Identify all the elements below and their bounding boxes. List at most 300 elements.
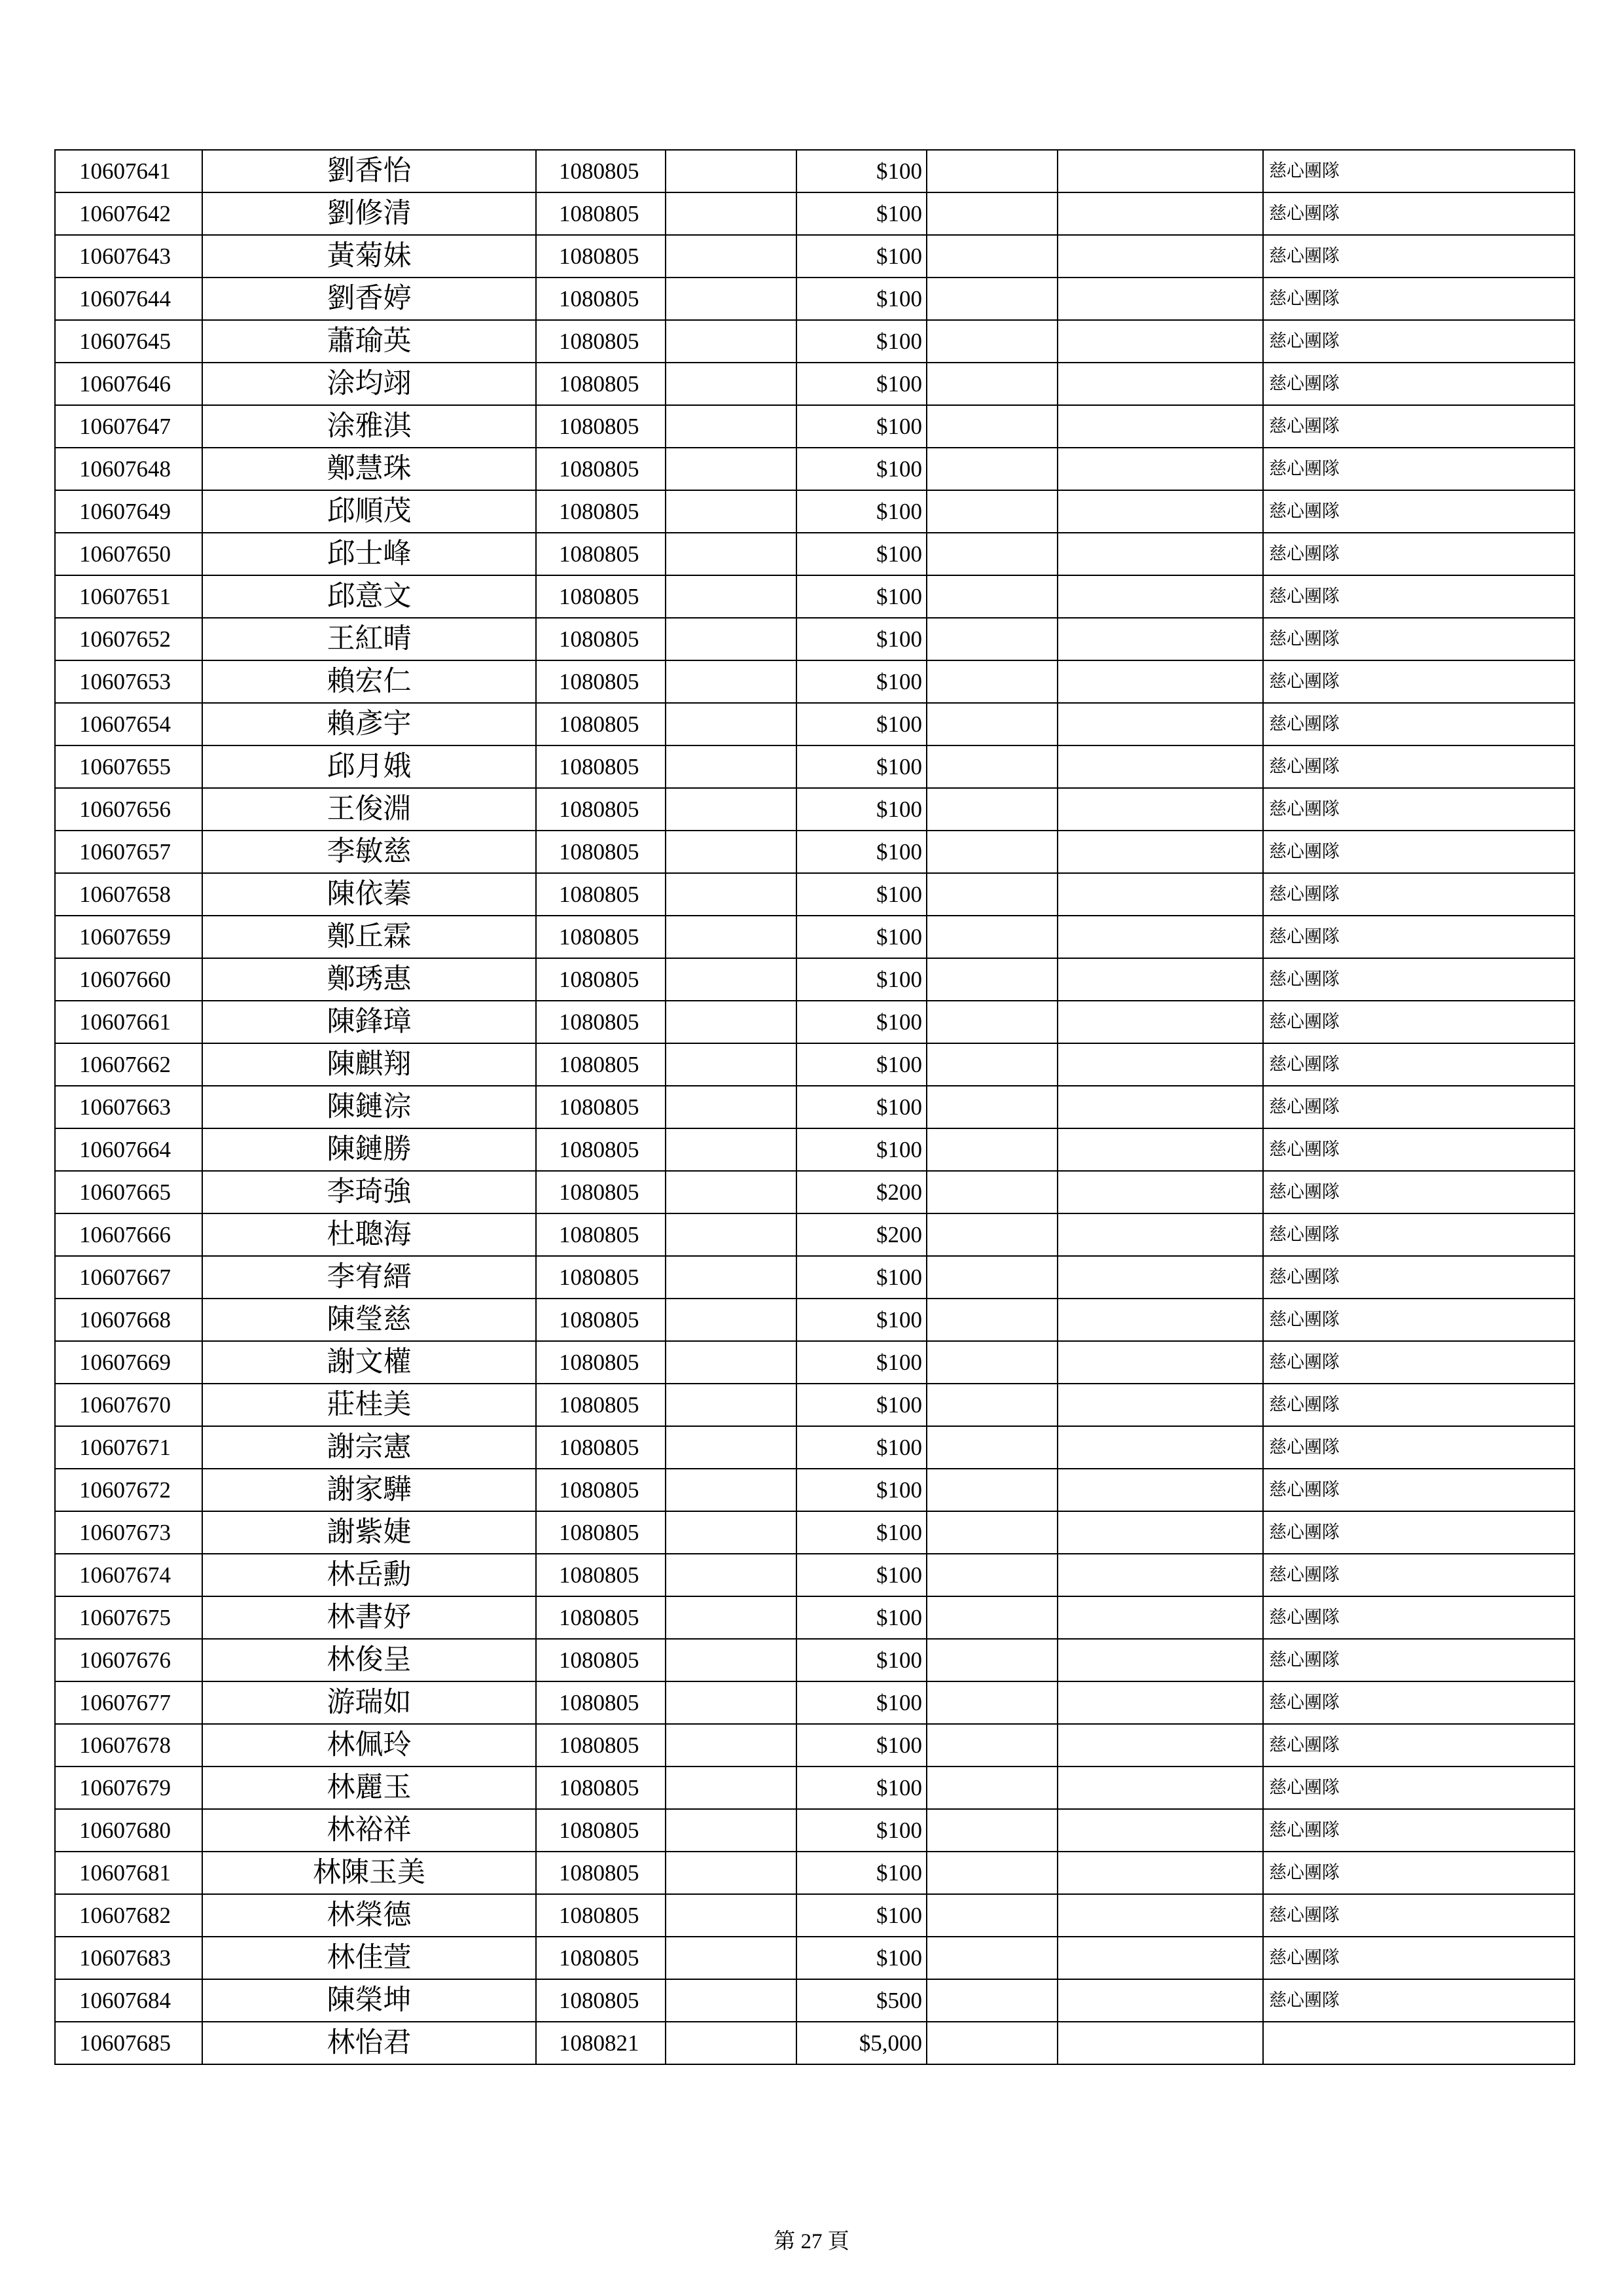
donor-name-cell: 邱意文	[202, 575, 536, 618]
blank-cell	[666, 1724, 796, 1767]
blank-cell	[666, 363, 796, 405]
amount-cell: $100	[796, 788, 927, 831]
blank-cell	[927, 1086, 1058, 1128]
donation-date-cell: 1080805	[536, 703, 666, 745]
note-cell: 慈心團隊	[1263, 278, 1575, 320]
receipt-number-cell: 10607645	[55, 320, 202, 363]
amount-cell: $100	[796, 873, 927, 916]
receipt-number-cell: 10607641	[55, 150, 202, 192]
blank-cell	[1058, 788, 1263, 831]
blank-cell	[927, 745, 1058, 788]
amount-cell: $100	[796, 1511, 927, 1554]
donation-date-cell: 1080805	[536, 575, 666, 618]
donation-date-cell: 1080805	[536, 320, 666, 363]
blank-cell	[1058, 1809, 1263, 1852]
blank-cell	[1058, 1001, 1263, 1043]
amount-cell: $100	[796, 1256, 927, 1299]
blank-cell	[666, 575, 796, 618]
amount-cell: $100	[796, 916, 927, 958]
receipt-number-cell: 10607657	[55, 831, 202, 873]
table-row	[55, 1469, 1575, 1511]
receipt-number-cell: 10607680	[55, 1809, 202, 1852]
blank-cell	[666, 1128, 796, 1171]
amount-cell: $100	[796, 1554, 927, 1596]
blank-cell	[666, 2022, 796, 2064]
amount-cell: $100	[796, 1384, 927, 1426]
note-cell: 慈心團隊	[1263, 575, 1575, 618]
amount-cell: $100	[796, 1596, 927, 1639]
amount-cell: $100	[796, 490, 927, 533]
table-row	[55, 1596, 1575, 1639]
blank-cell	[927, 1639, 1058, 1681]
donor-name-cell: 林麗玉	[202, 1767, 536, 1809]
blank-cell	[666, 1171, 796, 1213]
amount-cell: $100	[796, 1724, 927, 1767]
blank-cell	[927, 1426, 1058, 1469]
donation-date-cell: 1080805	[536, 1681, 666, 1724]
donor-name-cell: 謝紫婕	[202, 1511, 536, 1554]
donor-name-cell: 賴宏仁	[202, 660, 536, 703]
table-row	[55, 831, 1575, 873]
donation-date-cell: 1080805	[536, 1426, 666, 1469]
receipt-number-cell: 10607655	[55, 745, 202, 788]
blank-cell	[1058, 1128, 1263, 1171]
blank-cell	[1058, 192, 1263, 235]
blank-cell	[1058, 873, 1263, 916]
note-cell: 慈心團隊	[1263, 1043, 1575, 1086]
blank-cell	[1058, 1767, 1263, 1809]
blank-cell	[1058, 1596, 1263, 1639]
blank-cell	[666, 916, 796, 958]
note-cell: 慈心團隊	[1263, 1681, 1575, 1724]
blank-cell	[666, 1511, 796, 1554]
blank-cell	[927, 1256, 1058, 1299]
blank-cell	[1058, 916, 1263, 958]
receipt-number-cell: 10607672	[55, 1469, 202, 1511]
blank-cell	[927, 448, 1058, 490]
blank-cell	[1058, 320, 1263, 363]
blank-cell	[666, 533, 796, 575]
amount-cell: $100	[796, 192, 927, 235]
blank-cell	[1058, 703, 1263, 745]
blank-cell	[666, 1341, 796, 1384]
note-cell: 慈心團隊	[1263, 1384, 1575, 1426]
table-row	[55, 1554, 1575, 1596]
note-cell: 慈心團隊	[1263, 873, 1575, 916]
receipt-number-cell: 10607678	[55, 1724, 202, 1767]
donation-date-cell: 1080805	[536, 1894, 666, 1937]
amount-cell: $100	[796, 1852, 927, 1894]
donor-name-cell: 蕭瑜英	[202, 320, 536, 363]
blank-cell	[1058, 831, 1263, 873]
receipt-number-cell: 10607667	[55, 1256, 202, 1299]
receipt-number-cell: 10607671	[55, 1426, 202, 1469]
donor-name-cell: 陳瑩慈	[202, 1299, 536, 1341]
donor-name-cell: 劉香婷	[202, 278, 536, 320]
donation-date-cell: 1080805	[536, 1171, 666, 1213]
table-row	[55, 916, 1575, 958]
blank-cell	[927, 1384, 1058, 1426]
blank-cell	[927, 958, 1058, 1001]
blank-cell	[666, 1937, 796, 1979]
note-cell: 慈心團隊	[1263, 703, 1575, 745]
receipt-number-cell: 10607685	[55, 2022, 202, 2064]
blank-cell	[927, 320, 1058, 363]
note-cell: 慈心團隊	[1263, 1852, 1575, 1894]
blank-cell	[666, 703, 796, 745]
blank-cell	[666, 405, 796, 448]
blank-cell	[927, 278, 1058, 320]
blank-cell	[666, 1554, 796, 1596]
amount-cell: $100	[796, 1001, 927, 1043]
receipt-number-cell: 10607649	[55, 490, 202, 533]
donation-date-cell: 1080805	[536, 1384, 666, 1426]
donor-name-cell: 謝文權	[202, 1341, 536, 1384]
blank-cell	[927, 235, 1058, 278]
blank-cell	[666, 1767, 796, 1809]
donation-date-cell: 1080805	[536, 1554, 666, 1596]
donor-name-cell: 邱順茂	[202, 490, 536, 533]
blank-cell	[1058, 2022, 1263, 2064]
receipt-number-cell: 10607648	[55, 448, 202, 490]
blank-cell	[1058, 448, 1263, 490]
blank-cell	[927, 1128, 1058, 1171]
blank-cell	[927, 1681, 1058, 1724]
blank-cell	[666, 1596, 796, 1639]
blank-cell	[927, 916, 1058, 958]
note-cell: 慈心團隊	[1263, 150, 1575, 192]
blank-cell	[1058, 235, 1263, 278]
donor-name-cell: 邱士峰	[202, 533, 536, 575]
blank-cell	[666, 235, 796, 278]
donation-date-cell: 1080805	[536, 958, 666, 1001]
note-cell: 慈心團隊	[1263, 1341, 1575, 1384]
table-row	[55, 1086, 1575, 1128]
amount-cell: $100	[796, 575, 927, 618]
blank-cell	[1058, 490, 1263, 533]
blank-cell	[666, 490, 796, 533]
blank-cell	[927, 703, 1058, 745]
table-row	[55, 1681, 1575, 1724]
donation-date-cell: 1080805	[536, 788, 666, 831]
donor-name-cell: 林怡君	[202, 2022, 536, 2064]
blank-cell	[666, 873, 796, 916]
table-row	[55, 150, 1575, 192]
blank-cell	[927, 1809, 1058, 1852]
receipt-number-cell: 10607668	[55, 1299, 202, 1341]
donor-name-cell: 林榮德	[202, 1894, 536, 1937]
donation-date-cell: 1080805	[536, 1809, 666, 1852]
table-row	[55, 1213, 1575, 1256]
donor-name-cell: 陳鏈勝	[202, 1128, 536, 1171]
donation-date-cell: 1080805	[536, 1299, 666, 1341]
blank-cell	[1058, 1384, 1263, 1426]
receipt-number-cell: 10607681	[55, 1852, 202, 1894]
note-cell: 慈心團隊	[1263, 1086, 1575, 1128]
donation-date-cell: 1080805	[536, 1767, 666, 1809]
donor-name-cell: 陳鏈淙	[202, 1086, 536, 1128]
blank-cell	[927, 1511, 1058, 1554]
table-row	[55, 1852, 1575, 1894]
table-row	[55, 320, 1575, 363]
blank-cell	[927, 788, 1058, 831]
blank-cell	[927, 1596, 1058, 1639]
blank-cell	[927, 363, 1058, 405]
donation-date-cell: 1080805	[536, 1001, 666, 1043]
receipt-number-cell: 10607660	[55, 958, 202, 1001]
table-row	[55, 618, 1575, 660]
donor-name-cell: 陳鋒璋	[202, 1001, 536, 1043]
blank-cell	[927, 575, 1058, 618]
blank-cell	[927, 2022, 1058, 2064]
receipt-number-cell: 10607679	[55, 1767, 202, 1809]
receipt-number-cell: 10607663	[55, 1086, 202, 1128]
receipt-number-cell: 10607659	[55, 916, 202, 958]
receipt-number-cell: 10607677	[55, 1681, 202, 1724]
blank-cell	[927, 1937, 1058, 1979]
note-cell: 慈心團隊	[1263, 1299, 1575, 1341]
blank-cell	[1058, 1681, 1263, 1724]
table-row	[55, 490, 1575, 533]
note-cell: 慈心團隊	[1263, 448, 1575, 490]
amount-cell: $100	[796, 958, 927, 1001]
blank-cell	[1058, 618, 1263, 660]
blank-cell	[1058, 1639, 1263, 1681]
note-cell: 慈心團隊	[1263, 1426, 1575, 1469]
blank-cell	[1058, 150, 1263, 192]
donation-date-cell: 1080805	[536, 363, 666, 405]
donation-date-cell: 1080805	[536, 448, 666, 490]
receipt-number-cell: 10607658	[55, 873, 202, 916]
table-row	[55, 745, 1575, 788]
blank-cell	[927, 533, 1058, 575]
donation-date-cell: 1080805	[536, 1043, 666, 1086]
receipt-number-cell: 10607673	[55, 1511, 202, 1554]
blank-cell	[666, 1894, 796, 1937]
blank-cell	[1058, 1426, 1263, 1469]
table-row	[55, 660, 1575, 703]
receipt-number-cell: 10607644	[55, 278, 202, 320]
table-row	[55, 1256, 1575, 1299]
donation-date-cell: 1080805	[536, 1596, 666, 1639]
receipt-number-cell: 10607643	[55, 235, 202, 278]
note-cell: 慈心團隊	[1263, 1639, 1575, 1681]
blank-cell	[666, 1426, 796, 1469]
blank-cell	[927, 1894, 1058, 1937]
table-row	[55, 958, 1575, 1001]
note-cell: 慈心團隊	[1263, 1001, 1575, 1043]
amount-cell: $100	[796, 235, 927, 278]
donor-name-cell: 杜聰海	[202, 1213, 536, 1256]
note-cell: 慈心團隊	[1263, 490, 1575, 533]
amount-cell: $100	[796, 1809, 927, 1852]
donation-date-cell: 1080805	[536, 1852, 666, 1894]
receipt-number-cell: 10607674	[55, 1554, 202, 1596]
donation-date-cell: 1080805	[536, 873, 666, 916]
donor-name-cell: 李琦強	[202, 1171, 536, 1213]
amount-cell: $5,000	[796, 2022, 927, 2064]
blank-cell	[666, 958, 796, 1001]
blank-cell	[927, 1299, 1058, 1341]
receipt-number-cell: 10607656	[55, 788, 202, 831]
amount-cell: $100	[796, 150, 927, 192]
table-row	[55, 405, 1575, 448]
donor-name-cell: 謝家驊	[202, 1469, 536, 1511]
donation-date-cell: 1080805	[536, 1086, 666, 1128]
blank-cell	[927, 490, 1058, 533]
blank-cell	[666, 1639, 796, 1681]
note-cell: 慈心團隊	[1263, 1724, 1575, 1767]
donor-name-cell: 王俊淵	[202, 788, 536, 831]
table-row	[55, 873, 1575, 916]
blank-cell	[1058, 1469, 1263, 1511]
donation-date-cell: 1080805	[536, 1639, 666, 1681]
note-cell: 慈心團隊	[1263, 235, 1575, 278]
blank-cell	[1058, 533, 1263, 575]
blank-cell	[1058, 363, 1263, 405]
blank-cell	[666, 745, 796, 788]
blank-cell	[927, 150, 1058, 192]
blank-cell	[666, 660, 796, 703]
donor-name-cell: 賴彥宇	[202, 703, 536, 745]
receipt-number-cell: 10607661	[55, 1001, 202, 1043]
donation-date-cell: 1080805	[536, 831, 666, 873]
receipt-number-cell: 10607642	[55, 192, 202, 235]
blank-cell	[1058, 278, 1263, 320]
note-cell: 慈心團隊	[1263, 1256, 1575, 1299]
receipt-number-cell: 10607646	[55, 363, 202, 405]
blank-cell	[1058, 1086, 1263, 1128]
blank-cell	[927, 1001, 1058, 1043]
blank-cell	[666, 1979, 796, 2022]
note-cell: 慈心團隊	[1263, 533, 1575, 575]
note-cell: 慈心團隊	[1263, 788, 1575, 831]
blank-cell	[927, 1554, 1058, 1596]
donor-name-cell: 鄭丘霖	[202, 916, 536, 958]
amount-cell: $100	[796, 1894, 927, 1937]
donor-name-cell: 莊桂美	[202, 1384, 536, 1426]
donor-name-cell: 鄭慧珠	[202, 448, 536, 490]
amount-cell: $200	[796, 1213, 927, 1256]
receipt-number-cell: 10607653	[55, 660, 202, 703]
table-row	[55, 1894, 1575, 1937]
receipt-number-cell: 10607675	[55, 1596, 202, 1639]
note-cell: 慈心團隊	[1263, 1979, 1575, 2022]
receipt-number-cell: 10607682	[55, 1894, 202, 1937]
blank-cell	[666, 788, 796, 831]
note-cell	[1263, 2022, 1575, 2064]
blank-cell	[927, 1213, 1058, 1256]
amount-cell: $100	[796, 363, 927, 405]
table-row	[55, 1384, 1575, 1426]
note-cell: 慈心團隊	[1263, 405, 1575, 448]
receipt-number-cell: 10607664	[55, 1128, 202, 1171]
note-cell: 慈心團隊	[1263, 831, 1575, 873]
note-cell: 慈心團隊	[1263, 1937, 1575, 1979]
blank-cell	[1058, 1171, 1263, 1213]
table-row	[55, 363, 1575, 405]
table-row	[55, 1724, 1575, 1767]
amount-cell: $100	[796, 278, 927, 320]
receipt-number-cell: 10607654	[55, 703, 202, 745]
amount-cell: $500	[796, 1979, 927, 2022]
blank-cell	[927, 1852, 1058, 1894]
note-cell: 慈心團隊	[1263, 363, 1575, 405]
blank-cell	[927, 660, 1058, 703]
table-row	[55, 1341, 1575, 1384]
amount-cell: $100	[796, 1043, 927, 1086]
donor-name-cell: 涂雅淇	[202, 405, 536, 448]
note-cell: 慈心團隊	[1263, 1469, 1575, 1511]
blank-cell	[1058, 1341, 1263, 1384]
blank-cell	[927, 1767, 1058, 1809]
blank-cell	[666, 831, 796, 873]
donation-date-cell: 1080805	[536, 1128, 666, 1171]
amount-cell: $100	[796, 320, 927, 363]
donation-date-cell: 1080805	[536, 618, 666, 660]
amount-cell: $100	[796, 1128, 927, 1171]
amount-cell: $100	[796, 1937, 927, 1979]
blank-cell	[666, 192, 796, 235]
note-cell: 慈心團隊	[1263, 1809, 1575, 1852]
donation-date-cell: 1080805	[536, 490, 666, 533]
donation-date-cell: 1080805	[536, 745, 666, 788]
amount-cell: $100	[796, 1681, 927, 1724]
amount-cell: $100	[796, 1426, 927, 1469]
table-row	[55, 1979, 1575, 2022]
blank-cell	[927, 618, 1058, 660]
note-cell: 慈心團隊	[1263, 1171, 1575, 1213]
blank-cell	[1058, 958, 1263, 1001]
blank-cell	[666, 448, 796, 490]
donor-name-cell: 涂均翊	[202, 363, 536, 405]
note-cell: 慈心團隊	[1263, 618, 1575, 660]
blank-cell	[1058, 1724, 1263, 1767]
blank-cell	[1058, 660, 1263, 703]
amount-cell: $100	[796, 405, 927, 448]
table-row	[55, 1511, 1575, 1554]
donor-name-cell: 林陳玉美	[202, 1852, 536, 1894]
table-row	[55, 788, 1575, 831]
donation-date-cell: 1080805	[536, 1213, 666, 1256]
table-row	[55, 448, 1575, 490]
amount-cell: $100	[796, 1299, 927, 1341]
donor-name-cell: 鄭琇惠	[202, 958, 536, 1001]
donation-date-cell: 1080805	[536, 1341, 666, 1384]
amount-cell: $100	[796, 448, 927, 490]
blank-cell	[927, 192, 1058, 235]
amount-cell: $100	[796, 1341, 927, 1384]
donor-name-cell: 邱月娥	[202, 745, 536, 788]
donation-date-cell: 1080805	[536, 916, 666, 958]
note-cell: 慈心團隊	[1263, 745, 1575, 788]
blank-cell	[927, 1979, 1058, 2022]
blank-cell	[927, 1171, 1058, 1213]
blank-cell	[666, 150, 796, 192]
donation-date-cell: 1080805	[536, 1469, 666, 1511]
note-cell: 慈心團隊	[1263, 1894, 1575, 1937]
receipt-number-cell: 10607662	[55, 1043, 202, 1086]
table-row	[55, 1639, 1575, 1681]
table-row	[55, 1767, 1575, 1809]
blank-cell	[1058, 1299, 1263, 1341]
blank-cell	[927, 1469, 1058, 1511]
table-row	[55, 1171, 1575, 1213]
note-cell: 慈心團隊	[1263, 1511, 1575, 1554]
donation-date-cell: 1080821	[536, 2022, 666, 2064]
blank-cell	[927, 873, 1058, 916]
blank-cell	[666, 1001, 796, 1043]
